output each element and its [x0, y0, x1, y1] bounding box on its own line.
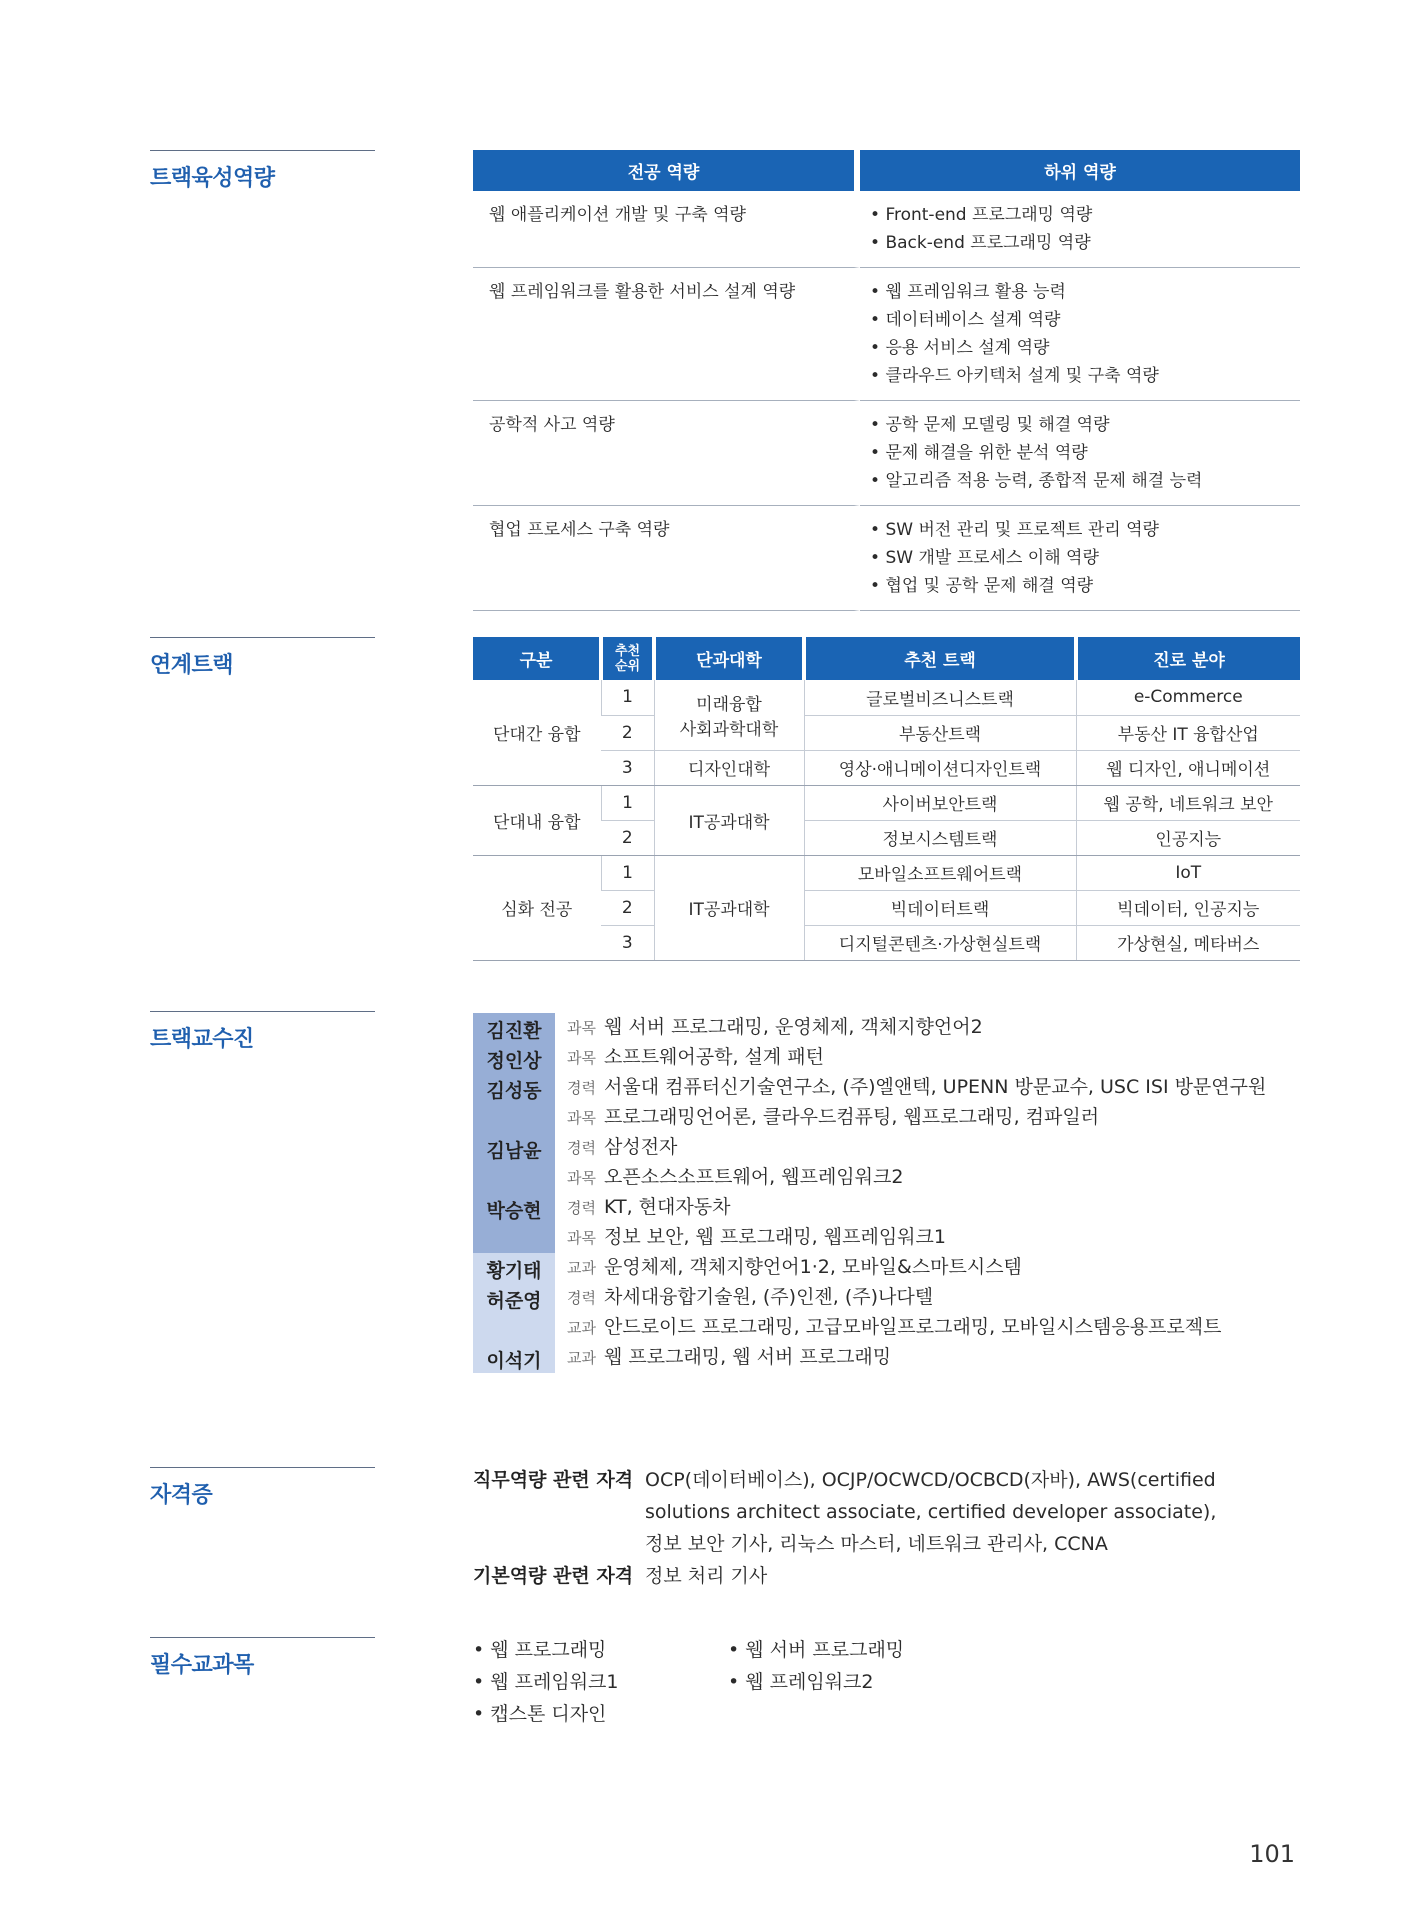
professor-details	[555, 1043, 1300, 1073]
competency-row	[473, 506, 1300, 611]
certificate-value: 정보 처리 기사	[645, 1565, 768, 1587]
header-category: 구분	[473, 637, 601, 680]
professor-detail-line	[567, 1133, 1300, 1163]
major-competency: 공학적 사고 역량	[473, 401, 860, 506]
detail-tag: 과목	[567, 1019, 596, 1037]
sub-competency-item: • 공학 문제 모델링 및 해결 역량	[870, 411, 1300, 439]
detail-text: 운영체제, 객체지향언어1·2, 모바일&스마트시스템	[603, 1256, 1022, 1278]
professor-name: 박승현	[473, 1193, 555, 1253]
certificate-row	[473, 1464, 1300, 1560]
sub-competencies	[860, 506, 1300, 611]
required-course-list	[473, 1634, 1073, 1730]
detail-tag: 과목	[567, 1169, 596, 1187]
track-row	[473, 680, 1300, 715]
professor-name: 김성동	[473, 1073, 555, 1133]
page-number: 101	[1249, 1840, 1295, 1868]
detail-tag: 과목	[567, 1229, 596, 1247]
linked-track-table	[473, 637, 1300, 961]
professor-detail-line	[567, 1253, 1300, 1283]
certificate-row	[473, 1560, 1300, 1592]
career-field: 웹 공학, 네트워크 보안	[1076, 785, 1300, 820]
competency-row	[473, 401, 1300, 506]
sub-competency-item: • 데이터베이스 설계 역량	[870, 306, 1300, 334]
detail-tag: 과목	[567, 1109, 596, 1127]
sub-competency-item: • SW 버전 관리 및 프로젝트 관리 역량	[870, 516, 1300, 544]
header-college: 단과대학	[654, 637, 804, 680]
professor-entry	[473, 1193, 1300, 1253]
professor-detail-line	[567, 1043, 1300, 1073]
header-career: 진로 분야	[1076, 637, 1300, 680]
professor-entry	[473, 1043, 1300, 1073]
section-title: 연계트랙	[150, 653, 234, 678]
header-rank: 추천 순위	[601, 637, 654, 680]
track-rank: 2	[601, 890, 654, 925]
detail-tag: 경력	[567, 1079, 596, 1097]
certificate-value: OCP(데이터베이스), OCJP/OCWCD/OCBCD(자바), AWS(certified	[645, 1469, 1216, 1491]
certificate-label: 직무역량 관련 자격	[473, 1469, 634, 1491]
certificate-list	[473, 1464, 1300, 1592]
section-label-linked	[150, 637, 375, 679]
professor-name: 김남윤	[473, 1133, 555, 1193]
track-rank: 1	[601, 855, 654, 890]
professor-detail-line	[567, 1343, 1300, 1373]
section-title: 트랙육성역량	[150, 166, 275, 191]
required-course-item: • 캡스톤 디자인	[473, 1698, 728, 1730]
professor-name: 허준영	[473, 1283, 555, 1343]
track-rank: 2	[601, 715, 654, 750]
certificate-value: solutions architect associate, certified developer associate),	[645, 1501, 1217, 1523]
detail-text: 정보 보안, 웹 프로그래밍, 웹프레임워크1	[603, 1226, 946, 1248]
detail-text: KT, 현대자동차	[603, 1196, 731, 1218]
professor-detail-line	[567, 1193, 1300, 1223]
sub-competency-item: • 협업 및 공학 문제 해결 역량	[870, 572, 1300, 600]
recommended-track: 사이버보안트랙	[804, 785, 1076, 820]
career-field: 빅데이터, 인공지능	[1076, 890, 1300, 925]
sub-competency-item: • 알고리즘 적용 능력, 종합적 문제 해결 능력	[870, 467, 1300, 495]
section-title: 트랙교수진	[150, 1027, 254, 1052]
sub-competency-list	[870, 278, 1300, 390]
professor-entry	[473, 1073, 1300, 1133]
required-course-item: • 웹 프레임워크1	[473, 1666, 728, 1698]
professor-entry	[473, 1133, 1300, 1193]
sub-competencies	[860, 401, 1300, 506]
sub-competency-item: • 응용 서비스 설계 역량	[870, 334, 1300, 362]
track-college: 디자인대학	[654, 750, 804, 785]
header-sub: 하위 역량	[860, 150, 1300, 191]
required-course-item: • 웹 프레임워크2	[728, 1666, 1028, 1698]
career-field: 부동산 IT 융합산업	[1076, 715, 1300, 750]
recommended-track: 영상·애니메이션디자인트랙	[804, 750, 1076, 785]
professor-entry	[473, 1013, 1300, 1043]
track-college: 미래융합 사회과학대학	[654, 680, 804, 750]
sub-competency-list	[870, 201, 1300, 257]
detail-text: 오픈소스소프트웨어, 웹프레임워크2	[603, 1166, 904, 1188]
detail-text: 프로그래밍언어론, 클라우드컴퓨팅, 웹프로그래밍, 컴파일러	[603, 1106, 1100, 1128]
certificate-label: 기본역량 관련 자격	[473, 1565, 634, 1587]
career-field: 인공지능	[1076, 820, 1300, 855]
major-competency: 협업 프로세스 구축 역량	[473, 506, 860, 611]
sub-competency-item: • SW 개발 프로세스 이해 역량	[870, 544, 1300, 572]
detail-text: 삼성전자	[603, 1136, 678, 1158]
sub-competency-item: • Back-end 프로그래밍 역량	[870, 229, 1300, 257]
track-row	[473, 855, 1300, 890]
professor-details	[555, 1073, 1300, 1133]
sub-competency-list	[870, 411, 1300, 495]
professor-detail-line	[567, 1223, 1300, 1253]
professor-name: 황기태	[473, 1253, 555, 1283]
required-course-item: • 웹 서버 프로그래밍	[728, 1634, 1028, 1666]
career-field: 가상현실, 메타버스	[1076, 925, 1300, 960]
professor-detail-line	[567, 1103, 1300, 1133]
track-category: 심화 전공	[473, 855, 601, 960]
track-row	[473, 785, 1300, 820]
professor-detail-line	[567, 1283, 1300, 1313]
section-title: 필수교과목	[150, 1653, 254, 1678]
sub-competency-list	[870, 516, 1300, 600]
section-label-required	[150, 1637, 375, 1679]
sub-competencies	[860, 191, 1300, 268]
track-rank: 3	[601, 925, 654, 960]
certificate-values	[645, 1464, 1216, 1560]
detail-tag: 경력	[567, 1199, 596, 1217]
professor-details	[555, 1013, 1300, 1043]
track-rank: 1	[601, 680, 654, 715]
sub-competency-item: • 문제 해결을 위한 분석 역량	[870, 439, 1300, 467]
section-label-professors	[150, 1011, 375, 1053]
sub-competency-item: • 클라우드 아키텍처 설계 및 구축 역량	[870, 362, 1300, 390]
detail-tag: 교과	[567, 1259, 596, 1277]
detail-tag: 교과	[567, 1319, 596, 1337]
sub-competencies	[860, 268, 1300, 401]
major-competency: 웹 애플리케이션 개발 및 구축 역량	[473, 191, 860, 268]
certificate-values	[645, 1560, 767, 1592]
professor-name: 정인상	[473, 1043, 555, 1073]
professor-details	[555, 1133, 1300, 1193]
track-category: 단대간 융합	[473, 680, 601, 785]
header-major: 전공 역량	[473, 150, 860, 191]
track-college: IT공과대학	[654, 785, 804, 855]
professor-detail-line	[567, 1013, 1300, 1043]
professor-list	[473, 1013, 1300, 1373]
professor-detail-line	[567, 1163, 1300, 1193]
professor-detail-line	[567, 1313, 1300, 1343]
professor-entry	[473, 1283, 1300, 1343]
professor-details	[555, 1253, 1300, 1283]
major-competency: 웹 프레임워크를 활용한 서비스 설계 역량	[473, 268, 860, 401]
sub-competency-item: • 웹 프레임워크 활용 능력	[870, 278, 1300, 306]
recommended-track: 빅데이터트랙	[804, 890, 1076, 925]
professor-name: 김진환	[473, 1013, 555, 1043]
track-college: IT공과대학	[654, 855, 804, 960]
detail-text: 안드로이드 프로그래밍, 고급모바일프로그래밍, 모바일시스템응용프로젝트	[603, 1316, 1222, 1338]
detail-text: 웹 서버 프로그래밍, 운영체제, 객체지향언어2	[603, 1016, 983, 1038]
competency-row	[473, 191, 1300, 268]
section-label-competency	[150, 150, 375, 192]
sub-competency-item: • Front-end 프로그래밍 역량	[870, 201, 1300, 229]
detail-tag: 교과	[567, 1349, 596, 1367]
recommended-track: 부동산트랙	[804, 715, 1076, 750]
professor-name: 이석기	[473, 1343, 555, 1373]
professor-detail-line	[567, 1073, 1300, 1103]
career-field: IoT	[1076, 855, 1300, 890]
track-rank: 1	[601, 785, 654, 820]
professor-details	[555, 1343, 1300, 1373]
recommended-track: 디지털콘텐츠·가상현실트랙	[804, 925, 1076, 960]
required-course-item: • 웹 프로그래밍	[473, 1634, 728, 1666]
track-rank: 2	[601, 820, 654, 855]
detail-tag: 과목	[567, 1049, 596, 1067]
career-field: e-Commerce	[1076, 680, 1300, 715]
professor-entry	[473, 1343, 1300, 1373]
detail-text: 차세대융합기술원, (주)인젠, (주)나다텔	[603, 1286, 934, 1308]
competency-table	[473, 150, 1300, 611]
detail-text: 서울대 컴퓨터신기술연구소, (주)엘앤텍, UPENN 방문교수, USC ISI 방문연구원	[603, 1076, 1267, 1098]
competency-row	[473, 268, 1300, 401]
detail-text: 웹 프로그래밍, 웹 서버 프로그래밍	[603, 1346, 892, 1368]
track-category: 단대내 융합	[473, 785, 601, 855]
recommended-track: 모바일소프트웨어트랙	[804, 855, 1076, 890]
professor-entry	[473, 1253, 1300, 1283]
section-label-certificates	[150, 1467, 375, 1509]
detail-tag: 경력	[567, 1289, 596, 1307]
certificate-value: 정보 보안 기사, 리눅스 마스터, 네트워크 관리사, CCNA	[645, 1533, 1108, 1555]
recommended-track: 글로벌비즈니스트랙	[804, 680, 1076, 715]
section-title: 자격증	[150, 1483, 213, 1508]
detail-tag: 경력	[567, 1139, 596, 1157]
track-rank: 3	[601, 750, 654, 785]
header-track: 추천 트랙	[804, 637, 1076, 680]
professor-details	[555, 1283, 1300, 1343]
detail-text: 소프트웨어공학, 설계 패턴	[603, 1046, 824, 1068]
career-field: 웹 디자인, 애니메이션	[1076, 750, 1300, 785]
recommended-track: 정보시스템트랙	[804, 820, 1076, 855]
professor-details	[555, 1193, 1300, 1253]
